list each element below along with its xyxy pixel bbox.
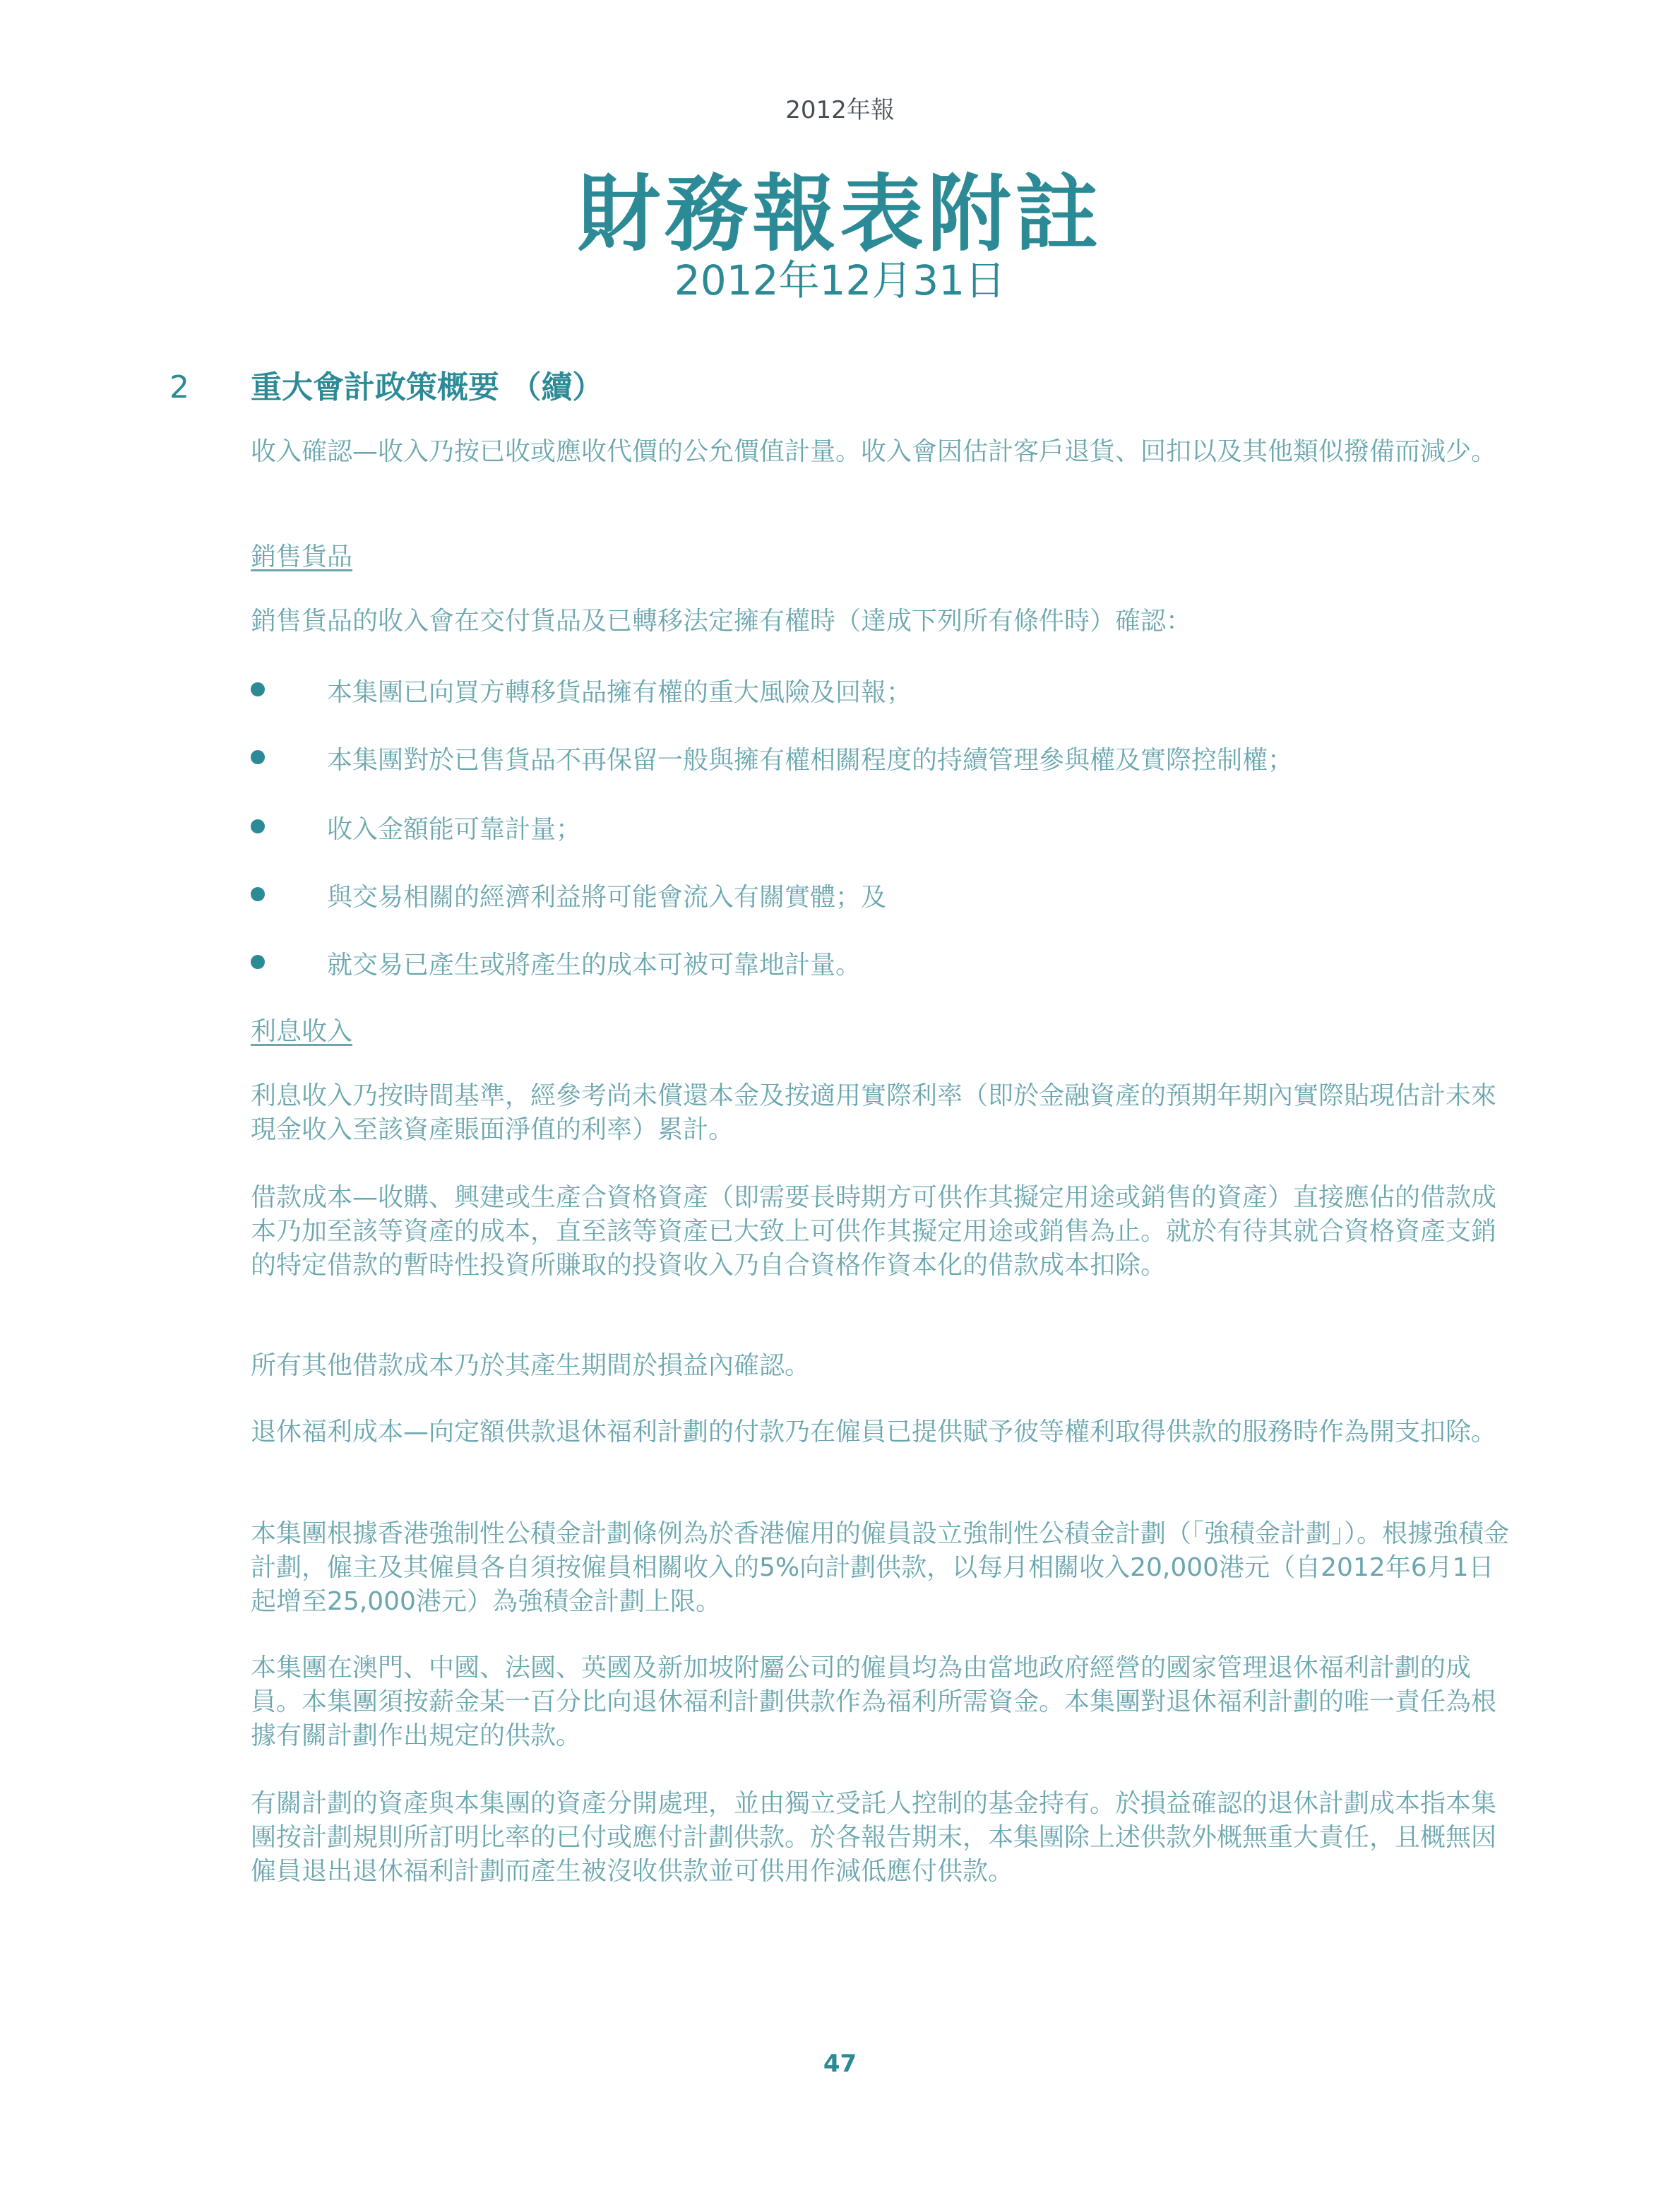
section-heading [169, 362, 603, 407]
sale-of-goods-intro: 銷售貨品的收入會在交付貨品及已轉移法定擁有權時（達成下列所有條件時）確認： [251, 607, 1192, 636]
interest-income-heading: 利息收入 [251, 1017, 353, 1046]
bullet-icon [251, 819, 265, 833]
scheme-assets-paragraph: 有關計劃的資產與本集團的資產分開處理，並由獨立受託人控制的基金持有。於損益確認的退休計劃成本指本集團按計劃規則所訂明比率的已付或應付計劃供款。於各報告期末，本集團除上述供款外概無重大責任，且概無因僱員退出退休福利計劃而產生被沒收供款並可供用作減低應付供款。 [251, 1789, 1497, 1886]
overseas-schemes-paragraph: 本集團在澳門、中國、法國、英國及新加坡附屬公司的僱員均為由當地政府經營的國家管理退休福利計劃的成員。本集團須按薪金某一百分比向退休福利計劃供款作為福利所需資金。本集團對退休福利計劃的唯一責任為根據有關計劃作出規定的供款。 [251, 1653, 1497, 1750]
section-number: 2 [169, 369, 189, 405]
interest-income-paragraph: 利息收入乃按時間基準，經參考尚未償還本金及按適用實際利率（即於金融資產的預期年期內實際貼現估計未來現金收入至該資產賬面淨值的利率）累計。 [251, 1081, 1497, 1144]
page-number: 47 [823, 2050, 857, 2078]
list-item-text: 與交易相關的經濟利益將可能會流入有關實體；及 [327, 883, 887, 912]
sale-of-goods-heading: 銷售貨品 [251, 542, 353, 571]
page-title: 財務報表附註 [577, 165, 1103, 263]
report-date: 2012年12月31日 [674, 256, 1006, 304]
list-item-text: 本集團對於已售貨品不再保留一般與擁有權相關程度的持續管理參與權及實際控制權； [327, 746, 1294, 775]
mpf-paragraph: 本集團根據香港強制性公積金計劃條例為於香港僱用的僱員設立強制性公積金計劃（「強積金計劃」）。根據強積金計劃，僱主及其僱員各自須按僱員相關收入的5%向計劃供款，以每月相關收入20,000港元（自2012年6月1日起增至25,000港元）為強積金計劃上限。 [251, 1519, 1510, 1616]
bullet-icon [251, 887, 265, 901]
bullet-icon [251, 750, 265, 764]
bullet-icon [251, 682, 265, 696]
list-item-text: 本集團已向買方轉移貨品擁有權的重大風險及回報； [327, 678, 912, 707]
bullet-icon [251, 955, 265, 969]
list-item-text: 就交易已產生或將產生的成本可被可靠地計量。 [327, 951, 862, 980]
borrowing-costs-paragraph: 借款成本—收購、興建或生產合資格資產（即需要長時期方可供作其擬定用途或銷售的資產）直接應佔的借款成本乃加至該等資產的成本，直至該等資產已大致上可供作其擬定用途或銷售為止。就於有待其就合資格資產支銷的特定借款的暫時性投資所賺取的投資收入乃自合資格作資本化的借款成本扣除。 [251, 1183, 1497, 1280]
retirement-benefit-paragraph: 退休福利成本—向定額供款退休福利計劃的付款乃在僱員已提供賦予彼等權利取得供款的服務時作為開支扣除。 [251, 1418, 1497, 1447]
revenue-recognition-paragraph: 收入確認—收入乃按已收或應收代價的公允價值計量。收入會因估計客戶退貨、回扣以及其他類似撥備而減少。 [251, 437, 1497, 466]
report-year: 2012年報 [785, 96, 895, 124]
other-borrowing-costs-paragraph: 所有其他借款成本乃於其產生期間於損益內確認。 [251, 1351, 811, 1380]
section-title: 重大會計政策概要 （續） [251, 369, 604, 405]
list-item-text: 收入金額能可靠計量； [327, 815, 582, 844]
